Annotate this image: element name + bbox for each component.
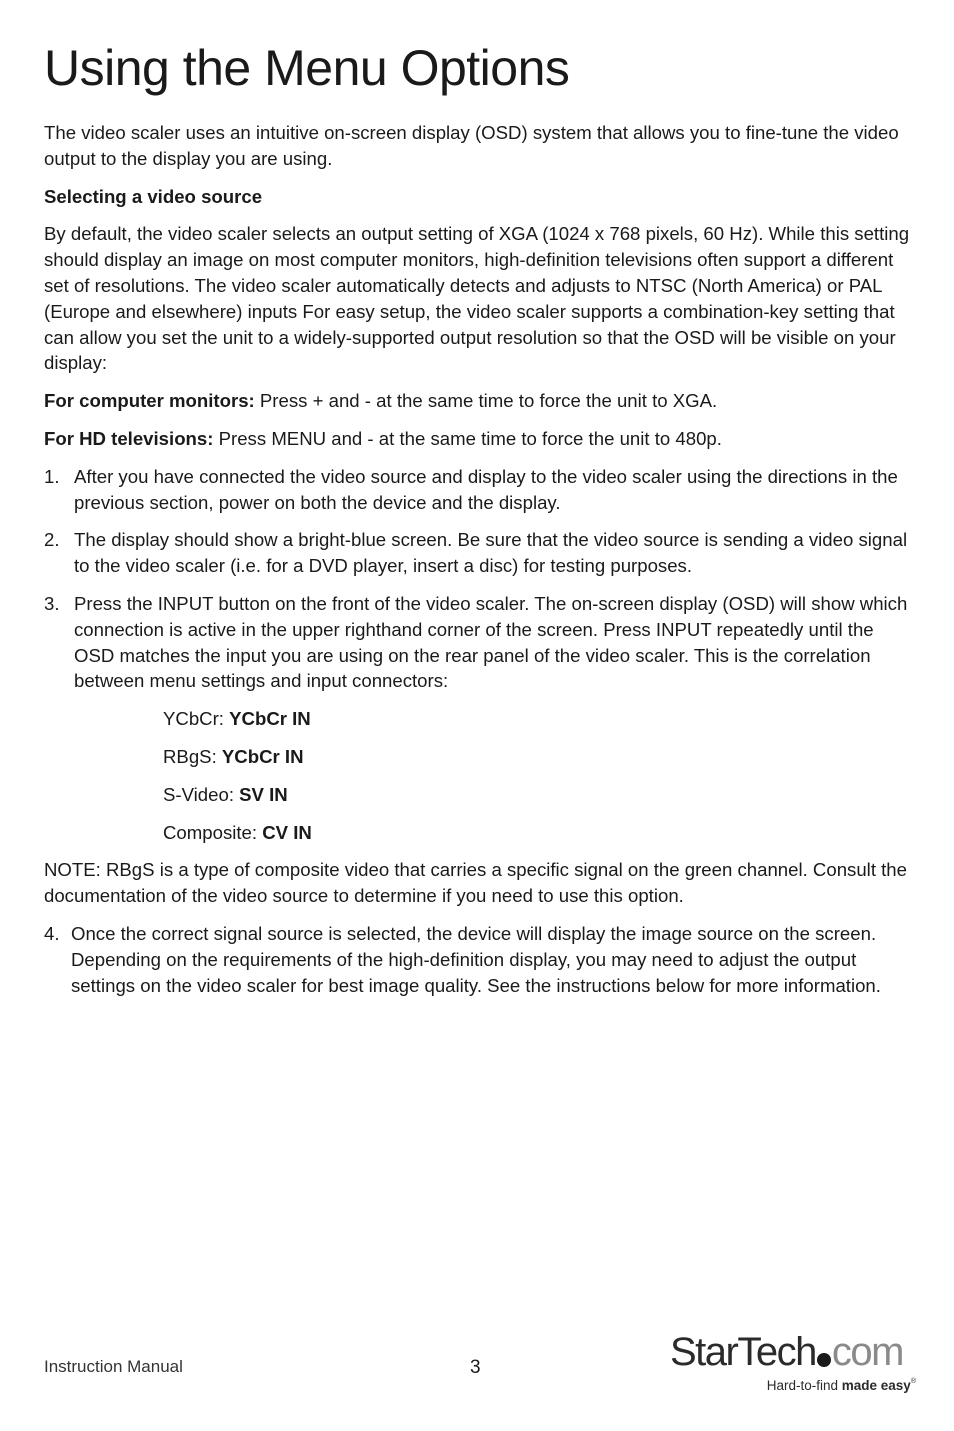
logo-brand: StarTech bbox=[670, 1330, 816, 1374]
steps-list-continued bbox=[44, 921, 914, 998]
mapping-item bbox=[163, 706, 914, 732]
list-item bbox=[44, 527, 914, 579]
monitors-instruction bbox=[44, 388, 914, 414]
mapping-item bbox=[163, 782, 914, 808]
mapping-setting: RBgS: bbox=[163, 745, 222, 767]
section-body: By default, the video scaler selects an output setting of XGA (1024 x 768 pixels, 60 Hz). While this setting should display an image on most computer monitors, high-definition televisions often support a different set of resolutions. The video scaler automatically detects and adjusts to NTSC (North America) or PAL (Europe and elsewhere) inputs For easy setup, the video scaler supports a combination-key setting that can allow you set the unit to a widely-supported output resolution so that the OSD will be visible on your display: bbox=[44, 223, 910, 374]
step-number: 3. bbox=[44, 592, 60, 614]
mapping-setting: Composite: bbox=[163, 821, 263, 843]
section-heading: Selecting a video source bbox=[44, 185, 263, 207]
input-mapping-list bbox=[44, 706, 914, 845]
page-title: Using the Menu Options bbox=[44, 40, 570, 96]
step-number: 4. bbox=[44, 922, 60, 944]
list-item bbox=[44, 464, 914, 516]
monitors-text: Press + and - at the same time to force the unit to XGA. bbox=[254, 390, 718, 412]
tagline-bold: made easy bbox=[841, 1378, 911, 1393]
document-body bbox=[44, 120, 914, 1010]
list-item bbox=[44, 591, 914, 694]
logo-tagline bbox=[767, 1378, 916, 1393]
list-item bbox=[44, 921, 914, 998]
mapping-connector: CV IN bbox=[262, 821, 312, 843]
mapping-item bbox=[163, 820, 914, 846]
hdtv-text: Press MENU and - at the same time to force the unit to 480p. bbox=[213, 427, 722, 449]
logo-wordmark bbox=[670, 1330, 903, 1374]
mapping-setting: YCbCr: bbox=[163, 708, 230, 730]
page-number: 3 bbox=[470, 1357, 481, 1378]
intro-paragraph: The video scaler uses an intuitive on-screen display (OSD) system that allows you to fine-tune the video output to the display you are using. bbox=[44, 122, 899, 169]
mapping-connector: SV IN bbox=[239, 783, 288, 805]
step-number: 2. bbox=[44, 529, 60, 551]
logo-dot-icon bbox=[817, 1353, 831, 1367]
mapping-setting: S-Video: bbox=[163, 783, 240, 805]
mapping-connector: YCbCr IN bbox=[229, 708, 311, 730]
mapping-connector: YCbCr IN bbox=[221, 745, 304, 767]
step-number: 1. bbox=[44, 465, 60, 487]
step-text: Once the correct signal source is selected, the device will display the image source on the screen. Depending on the requirements of the high-definition display, you may need to adjust the output settings on the video scaler for best image quality. See the instructions below for more information. bbox=[71, 922, 881, 996]
registered-mark: ® bbox=[910, 1378, 916, 1385]
step-text: After you have connected the video source and display to the video scaler using the directions in the previous section, power on both the device and the display. bbox=[74, 465, 898, 513]
footer-manual-label: Instruction Manual bbox=[44, 1357, 183, 1376]
hdtv-label: For HD televisions: bbox=[44, 427, 214, 449]
startech-logo bbox=[670, 1330, 920, 1400]
note-paragraph: NOTE: RBgS is a type of composite video that carries a specific signal on the green channel. Consult the documentation of the video source to determine if you need to use this option. bbox=[44, 859, 907, 907]
tagline-regular: Hard-to-find bbox=[766, 1378, 842, 1393]
step-text: The display should show a bright-blue screen. Be sure that the video source is sending a video signal to the video scaler (i.e. for a DVD player, insert a disc) for testing purposes. bbox=[74, 529, 908, 577]
steps-list bbox=[44, 464, 914, 694]
hdtv-instruction bbox=[44, 426, 914, 452]
logo-com: com bbox=[831, 1330, 903, 1374]
step-text: Press the INPUT button on the front of the video scaler. The on-screen display (OSD) will show which connection is active in the upper righthand corner of the screen. Press INPUT repeatedly until the OSD matches the input you are using on the rear panel of the video scaler. This is the correlation between menu settings and input connectors: bbox=[74, 592, 908, 692]
mapping-item bbox=[163, 744, 914, 770]
monitors-label: For computer monitors: bbox=[44, 390, 255, 412]
